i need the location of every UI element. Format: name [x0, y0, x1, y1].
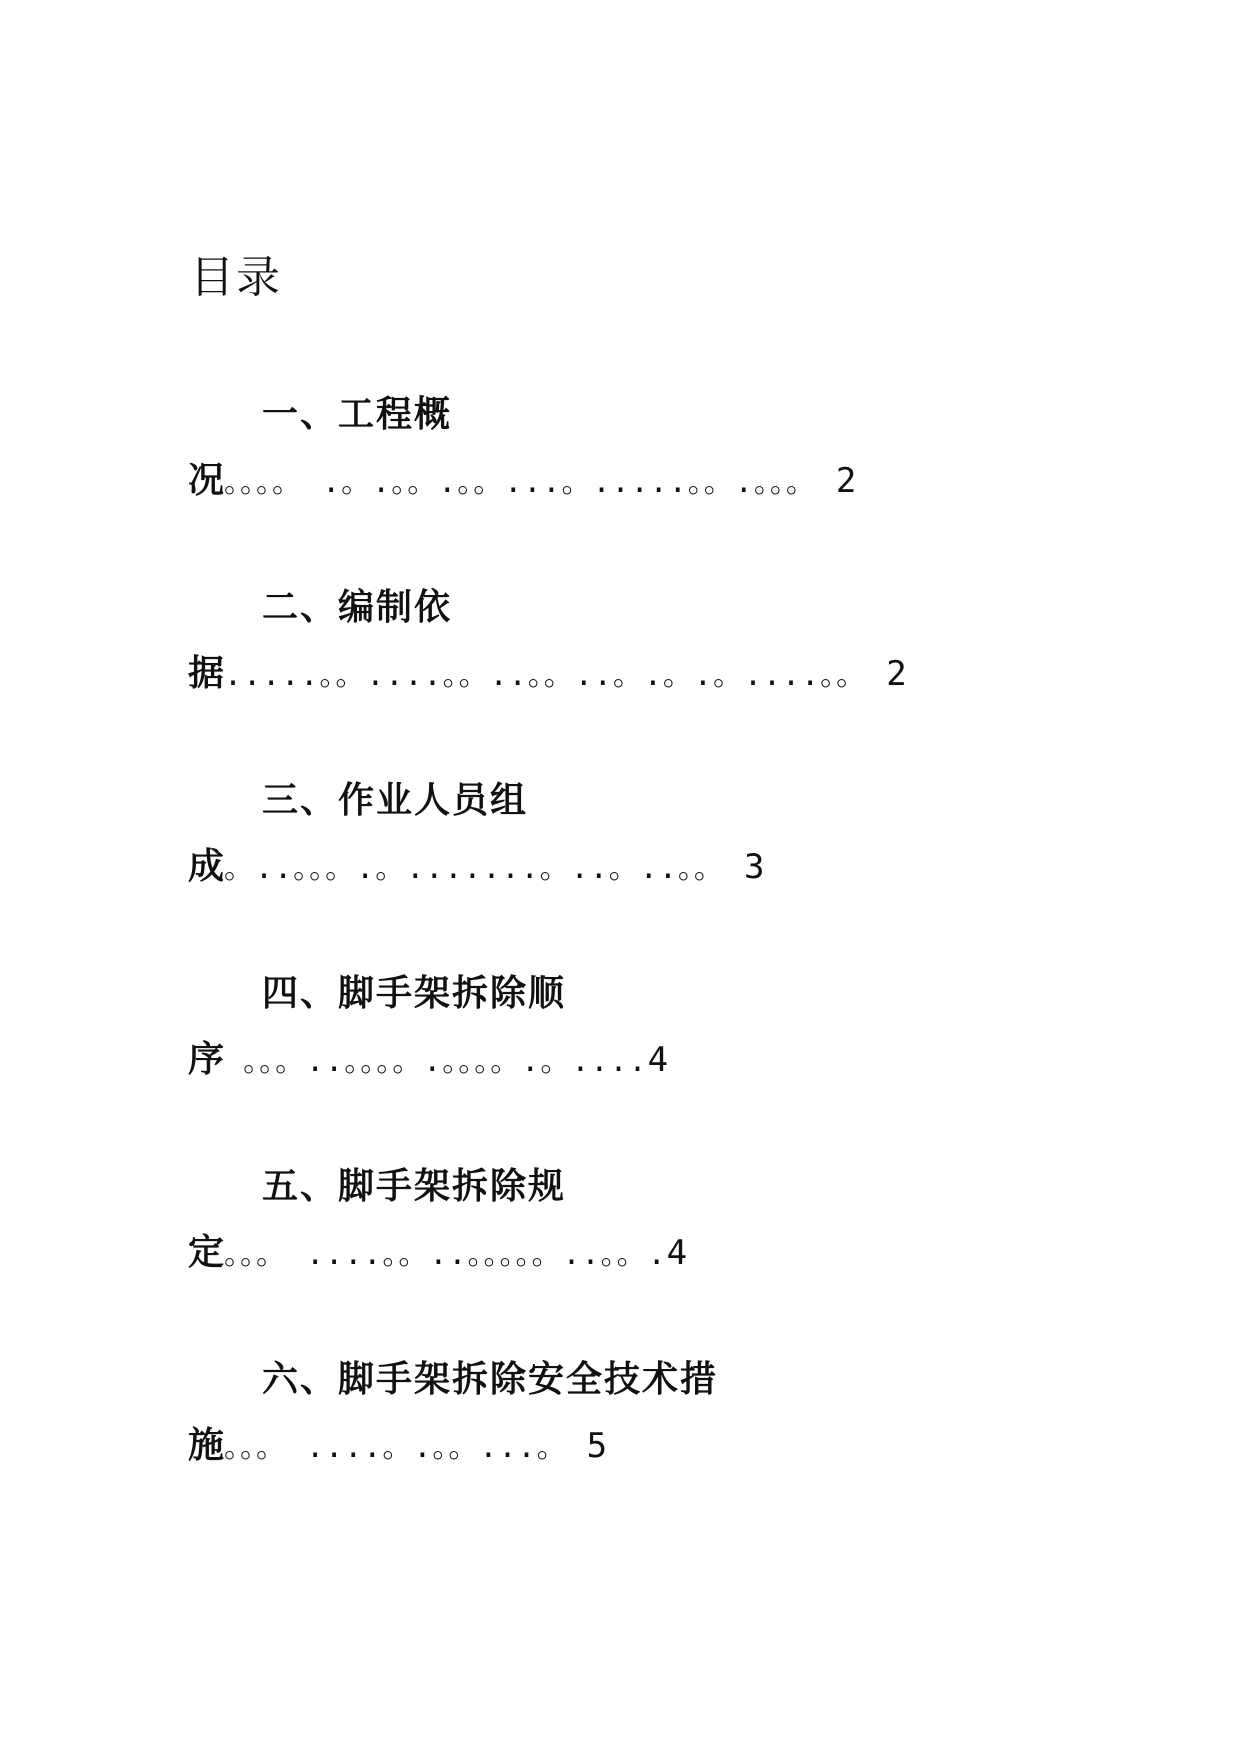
toc-entry-leader: 。..。。。.。.......。..。..。。: [224, 851, 744, 886]
toc-entry-heading: 三、作业人员组: [262, 780, 529, 821]
toc-entry-continuation: [188, 1228, 687, 1280]
toc-entry-page-number: 4: [666, 1233, 688, 1273]
toc-entry-page-number: 3: [743, 847, 765, 887]
toc-entry-last-char: 况: [188, 460, 225, 501]
toc-entry-last-char: 施: [188, 1425, 225, 1466]
toc-entry-continuation: [188, 1421, 607, 1473]
toc-title: 目录: [190, 252, 282, 303]
toc-entry-page-number: 5: [586, 1426, 608, 1466]
toc-entry-heading: 五、脚手架拆除规: [262, 1166, 567, 1207]
toc-entry-page-number: 2: [886, 654, 907, 694]
toc-entry-leader: 。。。 ....。.。。...。: [224, 1430, 587, 1465]
toc-entry-leader: .....。。....。。..。。..。.。.。....。。: [224, 658, 887, 693]
toc-entry-page-number: 4: [647, 1040, 669, 1080]
toc-entry-continuation: [188, 842, 764, 894]
toc-entry-leader: 。。。 ....。。..。。。。。..。。.: [224, 1237, 667, 1272]
toc-entry-page-number: 2: [835, 461, 857, 501]
toc-entry-continuation: [188, 456, 856, 508]
toc-entry-heading: 六、脚手架拆除安全技术措: [262, 1359, 719, 1400]
toc-entry-leader: 。。。。 .。.。。.。。...。.....。。.。。。: [224, 465, 836, 500]
toc-entry-leader: 。。。..。。。。.。。。。.。....: [224, 1044, 648, 1079]
toc-entry-heading: 二、编制依: [262, 587, 453, 628]
toc-entry-last-char: 定: [188, 1232, 225, 1273]
toc-entry-last-char: 成: [188, 846, 225, 887]
toc-entry-continuation: [188, 1035, 668, 1087]
toc-entry-last-char: 序: [188, 1039, 225, 1080]
toc-entry-heading: 四、脚手架拆除顺: [262, 973, 567, 1014]
toc-entry-continuation: [188, 649, 907, 701]
toc-entry-heading: 一、工程概: [262, 394, 453, 435]
toc-entry-last-char: 据: [188, 653, 225, 694]
